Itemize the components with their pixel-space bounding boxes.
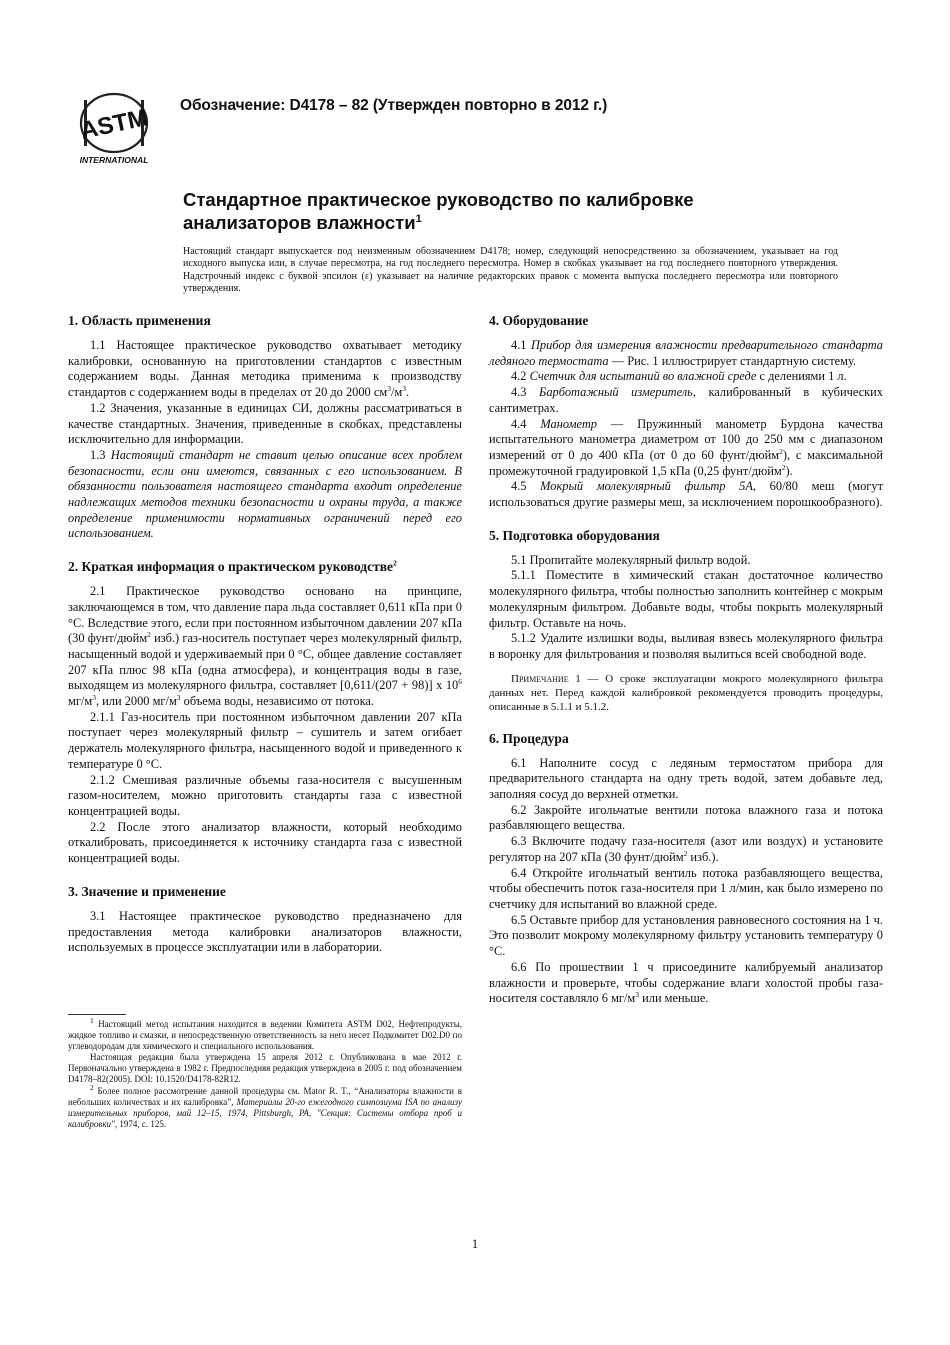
- title-text: Стандартное практическое руководство по калибровке анализаторов влажности: [183, 189, 694, 233]
- section-3-heading: 3. Значение и применение: [68, 883, 226, 899]
- para-3-1: 3.1 Настоящее практическое руководство предназначено для предоставления метода калибровки анализаторов влажности, используемых в процессе эксплуатации или в лаборатории.: [68, 908, 462, 955]
- para-6-6: 6.6 По прошествии 1 ч присоедините калибруемый анализатор влажности и проверьте, чтобы содержание влаги холостой пробы газа-носителя составляло 6 $мг/м^3$ или меньше.: [489, 959, 883, 1006]
- note-1: Примечание 1 — О сроке эксплуатации мокрого молекулярного фильтра данных нет. Перед каждой калибровкой рекомендуется проводить процедуры, описанные в 5.1.1 и 5.1.2.: [489, 672, 883, 713]
- footnote-rule: [68, 1014, 126, 1015]
- para-4-1: 4.1 Прибор для измерения влажности предварительного стандарта ледяного термостата — Рис. 1 иллюстрирует стандартную систему.: [489, 338, 883, 368]
- para-5-1: 5.1 Пропитайте молекулярный фильтр водой.: [511, 552, 751, 567]
- designation: Обозначение: D4178 – 82 (Утвержден повторно в 2012 г.): [180, 97, 608, 114]
- title-footnote-mark: 1: [415, 212, 422, 225]
- footnote-1: $^1$ Настоящий метод испытания находится в ведении Комитета ASTM D02, Нефтепродукты, жидкое топливо и смазки, и непосредственную ответственность за него несет Подкомитет D02.D0 по углеводородам для химического и специального использования.: [68, 1016, 462, 1052]
- para-5-1-2: 5.1.2 Удалите излишки воды, выливая взвесь молекулярного фильтра в воронку для фильтрования и позволяя вылиться всей свободной воде.: [489, 631, 883, 661]
- section-4-heading: 4. Оборудование: [489, 313, 589, 328]
- standard-notice: Настоящий стандарт выпускается под неизменным обозначением D4178; номер, следующий непосредственно за обозначением, указывает на год исходного выпуска или, в случае пересмотра, на год последнего пересмотра. Номер в скобках указывает на год последнего повторного утверждения. Надстрочный индекс с буквой эпсилон (ε) указывает на наличие редакторских правок с момента выпуска последнего пересмотра или повторного утверждения.: [183, 246, 838, 294]
- section-2-heading: 2. Краткая информация о практическом руководстве$^2$: [68, 558, 397, 575]
- para-2-2: 2.2 После этого анализатор влажности, который необходимо откалибровать, присоединяется к источнику стандарта газа с известной концентрацией воды.: [68, 819, 462, 866]
- astm-logo: [74, 92, 154, 168]
- para-4-2: 4.2 Счетчик для испытаний во влажной среде с делениями 1 л.: [511, 369, 847, 384]
- para-2-1-2: 2.1.2 Смешивая различные объемы газа-носителя с высушенным газом-носителем, можно приготовить стандарты газа с известной концентрацией воды.: [68, 772, 462, 818]
- para-6-5: 6.5 Оставьте прибор для установления равновесного состояния на 1 ч. Это позволит мокрому молекулярному фильтру установить температуру 0 °C.: [489, 912, 883, 959]
- logo-wordmark: ASTM: [78, 104, 151, 145]
- footnotes: [68, 1014, 462, 1130]
- section-1-heading: 1. Область применения: [68, 313, 211, 328]
- para-1-1: 1.1 Настоящее практическое руководство охватывает методику калибровки, основанную на приготовлении стандартов с известным содержанием воды. Данная методика применима к производству стандартов с содержанием воды в пределах от 20 до 2000 $см^3/м^3$.: [68, 338, 462, 400]
- section-5-heading: 5. Подготовка оборудования: [489, 527, 660, 543]
- footnote-1-revision: Настоящая редакция была утверждена 15 апреля 2012 г. Опубликована в мае 2012 г. Первоначально утверждена в 1982 г. Предпоследняя редакция утверждена в 2005 г. под обозначением D4178–82(2005). DOI: 10.1520/D4178-82R12.: [68, 1052, 462, 1085]
- para-4-5: 4.5 Мокрый молекулярный фильтр 5А, 60/80 меш (могут использоваться другие размеры меш, за исключением порошкообразного).: [489, 479, 883, 510]
- page-number: 1: [471, 1237, 479, 1251]
- document-title: [183, 188, 803, 234]
- astm-logo-graphic: [74, 92, 154, 168]
- para-6-4: 6.4 Откройте игольчатый вентиль потока разбавляющего вещества, чтобы обеспечить поток газа-носителя при 1 л/мин, как было измерено по счетчику для испытаний во влажной среде.: [489, 865, 883, 911]
- para-2-1: 2.1 Практическое руководство основано на принципе, заключающемся в том, что давление пара льда составляет 0,611 кПа при 0 °C. Вследствие этого, если при постоянном избыточном давлении 207 кПа (30 фунт/дюйм$^2$ изб.) газ-носитель поступает через молекулярный фильтр, насыщенный водой и удерживаемый при 0 °C, общее давление составляет 207 кПа плюс 98 кПа (одна атмосфера), и концентрация воды в газе, выходящем из молекулярного фильтра, составляет [0,611/(207 + 98)] x $10^6$ $мг/м^3$, или 2000 $мг/м^3$ объема воды, независимо от потока.: [68, 584, 462, 709]
- footnote-2: $^2$ Более полное рассмотрение данной процедуры см. Mator R. T., “Анализаторы влажности в небольших количествах и их калибровка”, Материалы 20-го ежегодного симпозиума ISA по анализу измерительных приборов, май 12–15, 1974, Pittsburgh, PA, "Секция: Системы отбора проб и калибровки", 1974, с. 125.: [68, 1082, 462, 1129]
- para-6-3: 6.3 Включите подачу газа-носителя (азот или воздух) и установите регулятор на 207 кПа (30 фунт/дюйм$^2$ изб.).: [489, 834, 883, 864]
- right-column: [489, 310, 883, 1007]
- section-6-heading: 6. Процедура: [489, 730, 569, 746]
- left-column: [68, 310, 462, 956]
- para-4-4: 4.4 Манометр — Пружинный манометр Бурдона качества испытательного манометра диаметром от 100 до 250 мм с диапазоном измерений от 0 до 400 кПа (от 0 до 60 фунт/дюйм$^2$), с максимальной промежуточной градуировкой 1,5 кПа (0,25 фунт/дюйм$^2$).: [489, 416, 884, 478]
- para-4-3: 4.3 Барботажный измеритель, калиброванный в кубических сантиметрах.: [489, 385, 883, 415]
- para-2-1-1: 2.1.1 Газ-носитель при постоянном избыточном давлении 207 кПа поступает через молекулярный фильтр – сушитель и затем огибает держатель молекулярного фильтра, насыщенного водой и приведенного к температуре 0 °C.: [68, 709, 462, 771]
- para-1-2: 1.2 Значения, указанные в единицах СИ, должны рассматриваться в качестве стандартных. Значения, приведенные в скобках, представлены исключительно для информации.: [68, 400, 462, 447]
- para-6-1: 6.1 Наполните сосуд с ледяным термостатом прибора для предварительного стандарта на одну треть водой, затем добавьте лед, заполняя сосуд до верхней отметки.: [489, 755, 883, 802]
- logo-subtext: INTERNATIONAL: [79, 155, 149, 165]
- para-5-1-1: 5.1.1 Поместите в химический стакан достаточное количество молекулярного фильтра, чтобы полностью заполнить контейнер с мокрым молекулярным фильтром. Добавьте воды, чтобы покрыть молекулярный фильтр. Оставьте на ночь.: [489, 568, 883, 630]
- para-1-3: 1.3 Настоящий стандарт не ставит целью описание всех проблем безопасности, если они имеются, связанных с его использованием. В обязанности пользователя настоящего стандарта входит определение надлежащих методов техники безопасности и охраны труда, а также определение применимости нормативных ограничений перед его использованием.: [68, 447, 462, 541]
- para-6-2: 6.2 Закройте игольчатые вентили потока влажного газа и потока разбавляющего вещества.: [489, 802, 883, 833]
